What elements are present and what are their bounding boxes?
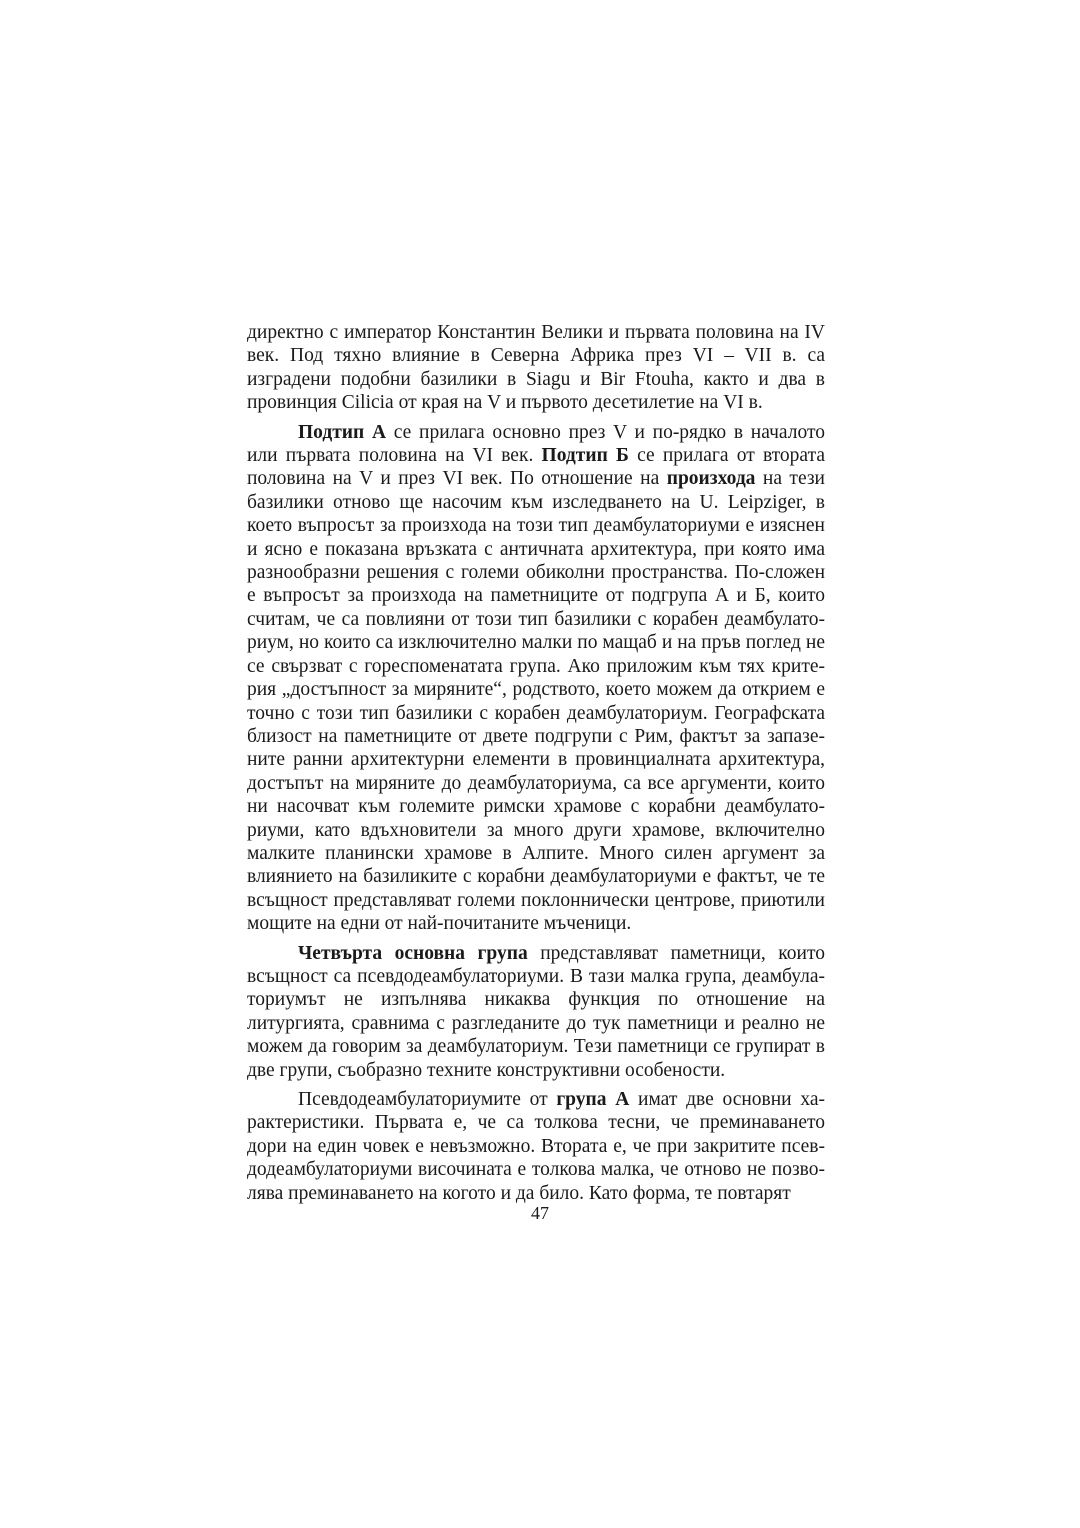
paragraph-1-text: директно с император Константин Велики и първата половина на IV век. Под тяхно влияние в Северна Африка през VI – VII в. са изградени подобни базилики в Siagu и Bir Ftouha, както и два в провинция Cilicia от края на V и първото десетилетие на VI в.	[247, 322, 825, 414]
paragraph-4-text-2: имат две основни характеристики. Първата е, че са толкова тесни, че преминаването дори на един човек е невъзможно. Втората е, че при закритите псевдодеамбулаториуми височината е толкова малка, че отново не позволява преминаването на когото и да било. Като форма, те повтарят	[247, 1089, 825, 1204]
paragraph-3	[247, 942, 825, 1082]
paragraph-2-text-3: на тези базилики отново ще насочим към изследването на U. Leipziger, в което въпросът за произхода на този тип деамбулаториуми е изяснен и ясно е показана връзката с античната архитектура, при която има разнообразни решения с големи обиколни пространства. По-сложен е въпросът за произхода на паметниците от подгрупа А и Б, които считам, че са повлияни от този тип базилики с корабен деамбулаториум, но които са изключително малки по мащаб и на пръв поглед не се свързват с гореспоменатата група. Ако приложим към тях критерия „достъпност за миряните“, родството, което можем да открием е точно с този тип базилики с корабен деамбулаториум. Географската близост на паметниците от двете подгрупи с Рим, фактът за запазените ранни архитектурни елементи в провинциалната архитектура, достъпът на миряните до деамбулаториума, са все аргументи, които ни насочват към големите римски храмове с корабни деамбулаториуми, като вдъхновители за много други храмове, включително малките планински храмове в Алпите. Много силен аргумент за влиянието на базиликите с корабни деамбулаториуми е фактът, че те всъщност представляват големи поклоннически центрове, приютили мощите на едни от най-почитаните мъченици.	[247, 468, 825, 935]
group-a-term: група А	[556, 1089, 630, 1110]
paragraph-4-text-1: Псевдодеамбулаториумите от	[298, 1089, 557, 1110]
paragraph-2-text-1: се прилага основно през V и по-рядко в началото или първата половина на VI век.	[247, 421, 825, 467]
subtype-b-term: Подтип Б	[541, 445, 629, 467]
fourth-group-term: Четвърта основна група	[298, 942, 528, 964]
paragraph-3-text: представляват паметници, които всъщност са псевдодеамбулаториуми. В тази малка група, деамбулаториумът не изпълнява никаква функция по отношение на литургията, сравнима с разгледаните до тук паметници и реално не можем да говорим за деамбулаториум. Тези паметници се групират в две групи, съобразно техните конструктивни особености.	[247, 942, 825, 1081]
paragraph-4	[247, 1088, 825, 1205]
body-text	[247, 321, 825, 1205]
subtype-a-term: Подтип А	[298, 421, 387, 443]
origin-term: произхода	[666, 468, 756, 490]
paragraph-2	[247, 421, 825, 936]
page-number: 47	[531, 1203, 549, 1223]
paragraph-2-text-2: се прилага от втората половина на V и през VI век. По отношение на	[247, 445, 825, 490]
paragraph-1	[247, 321, 825, 415]
